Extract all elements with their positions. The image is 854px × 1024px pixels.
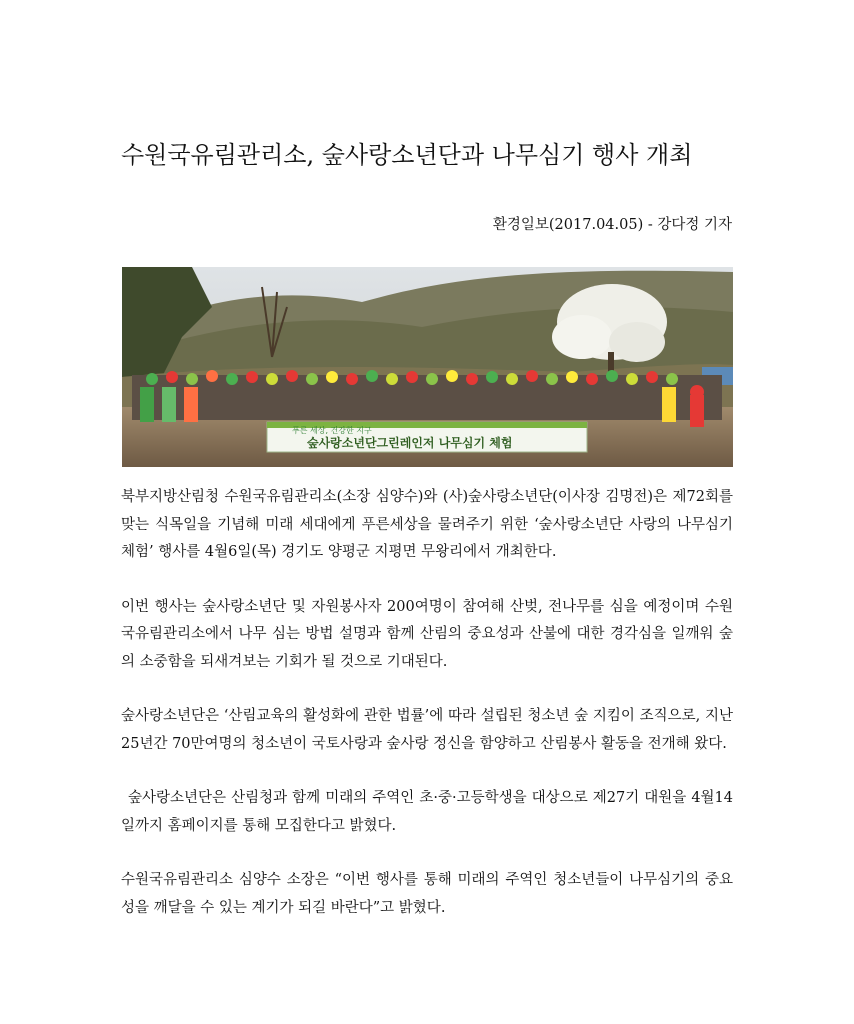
- paragraph-1: 북부지방산림청 수원국유림관리소(소장 심양수)와 (사)숲사랑소년단(이사장 김명전)은 제72회를 맞는 식목일을 기념해 미래 세대에게 푸른세상을 물려주기 위한 ‘숲사랑소년단 사랑의 나무심기 체험’ 행사를 4월6일(목) 경기도 양평군 지평면 무왕리에서 개최한다.: [121, 489, 733, 560]
- paragraph-3: 숲사랑소년단은 ‘산림교육의 활성화에 관한 법률’에 따라 설립된 청소년 숲 지킴이 조직으로, 지난 25년간 70만여명의 청소년이 국토사랑과 숲사랑 정신을 함양하고 산림봉사 활동을 전개해 왔다.: [121, 708, 733, 752]
- paragraph-2: 이번 행사는 숲사랑소년단 및 자원봉사자 200여명이 참여해 산벚, 전나무를 심을 예정이며 수원국유림관리소에서 나무 심는 방법 설명과 함께 산림의 중요성과 산불에 대한 경각심을 일깨워 숲의 소중함을 되새겨보는 기회가 될 것으로 기대된다.: [121, 598, 733, 670]
- article-body: [121, 484, 733, 949]
- article-byline: 환경일보(2017.04.05) - 강다정 기자: [492, 217, 732, 233]
- banner-slogan: 푸른 세상, 건강한 지구: [292, 426, 372, 435]
- paragraph-5: 수원국유림관리소 심양수 소장은 “이번 행사를 통해 미래의 주역인 청소년들이 나무심기의 중요성을 깨달을 수 있는 계기가 되길 바란다”고 밝혔다.: [121, 872, 733, 916]
- banner-title: 숲사랑소년단그린레인저 나무심기 체험: [307, 436, 513, 450]
- article-title: 수원국유림관리소, 숲사랑소년단과 나무심기 행사 개최: [121, 141, 693, 169]
- paragraph-4: 숲사랑소년단은 산림청과 함께 미래의 주역인 초·중·고등학생을 대상으로 제27기 대원을 4월14일까지 홈페이지를 통해 모집한다고 밝혔다.: [121, 790, 733, 834]
- event-group-photo: [122, 267, 733, 467]
